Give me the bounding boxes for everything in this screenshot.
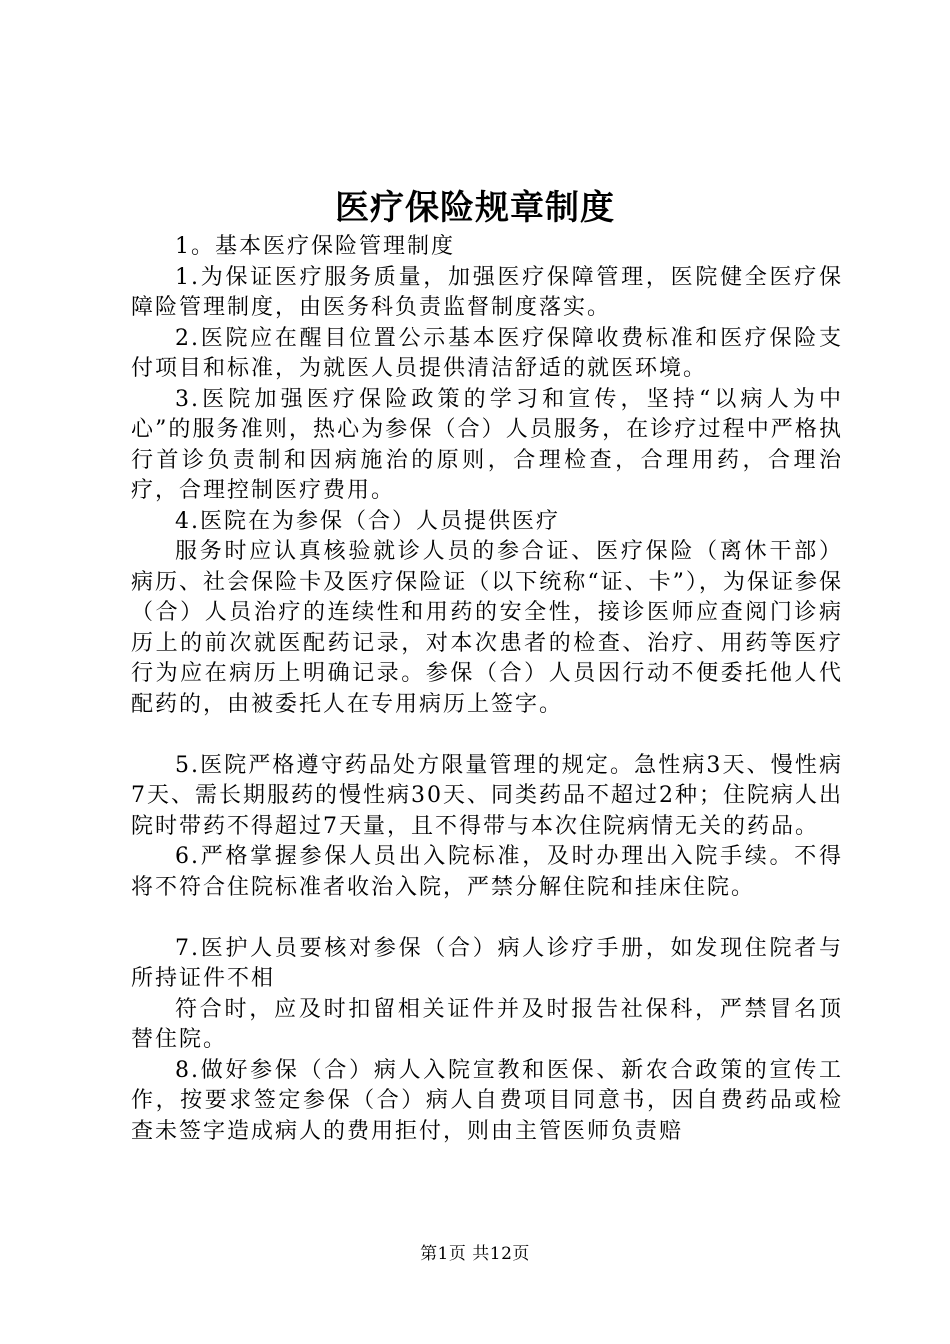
paragraph-8: 8.做好参保（合）病人入院宣教和医保、新农合政策的宣传工作，按要求签定参保（合）病人自费项目同意书，因自费药品或检查未签字造成病人的费用拒付，则由主管医师负责赔 xyxy=(131,1057,843,1144)
paragraph-3: 3.医院加强医疗保险政策的学习和宣传，坚持“以病人为中心”的服务准则，热心为参保（合）人员服务，在诊疗过程中严格执行首诊负责制和因病施治的原则，合理检查，合理用药，合理治疗，合理控制医疗费用。 xyxy=(131,386,843,503)
paragraph-4-continued: 服务时应认真核验就诊人员的参合证、医疗保险（离休干部）病历、社会保险卡及医疗保险证（以下统称“证、卡”），为保证参保（合）人员治疗的连续性和用药的安全性，接诊医师应查阅门诊病历上的前次就医配药记录，对本次患者的检查、治疗、用药等医疗行为应在病历上明确记录。参保（合）人员因行动不便委托他人代配药的，由被委托人在专用病历上签字。 xyxy=(131,539,843,717)
page-footer: 第1页 共12页 xyxy=(420,1244,530,1264)
paragraph-7: 7.医护人员要核对参保（合）病人诊疗手册，如发现住院者与所持证件不相 xyxy=(131,935,843,991)
paragraph-2: 2.医院应在醒目位置公示基本医疗保障收费标准和医疗保险支付项目和标准，为就医人员提供清洁舒适的就医环境。 xyxy=(131,325,843,381)
paragraph-1: 1.为保证医疗服务质量，加强医疗保障管理，医院健全医疗保障险管理制度，由医务科负责监督制度落实。 xyxy=(131,264,843,320)
document-body xyxy=(131,232,843,1147)
paragraph-6: 6.严格掌握参保人员出入院标准，及时办理出入院手续。不得将不符合住院标准者收治入院，严禁分解住院和挂床住院。 xyxy=(131,844,843,900)
paragraph-5: 5.医院严格遵守药品处方限量管理的规定。急性病3天、慢性病7天、需长期服药的慢性病30天、同类药品不超过2种；住院病人出院时带药不得超过7天量，且不得带与本次住院病情无关的药品。 xyxy=(131,752,843,839)
document-title: 医疗保险规章制度 xyxy=(335,188,615,228)
paragraph-7-continued: 符合时，应及时扣留相关证件并及时报告社保科，严禁冒名顶替住院。 xyxy=(131,996,843,1052)
paragraph-section-heading: 1。基本医疗保险管理制度 xyxy=(175,234,455,259)
paragraph-4: 4.医院在为参保（合）人员提供医疗 xyxy=(175,508,560,534)
